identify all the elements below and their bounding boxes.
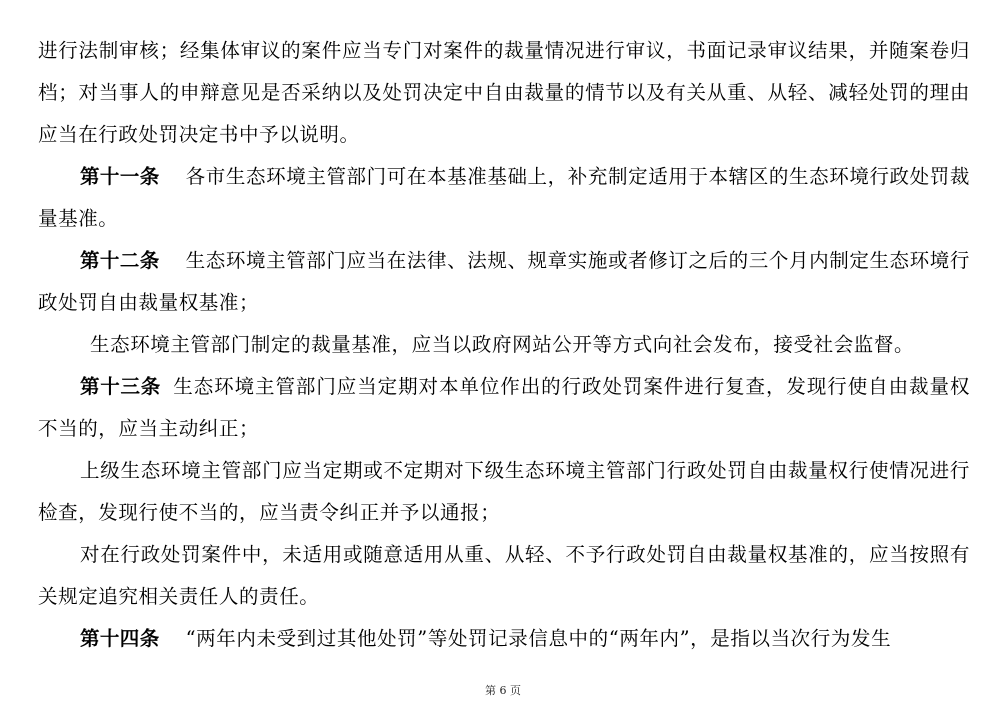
paragraph-text: 上级生态环境主管部门应当定期或不定期对下级生态环境主管部门行政处罚自由裁量权行使情况进行检查，发现行使不当的，应当责令纠正并予以通报； — [38, 459, 970, 524]
article-number: 第十一条 — [80, 165, 160, 188]
article-number: 第十二条 — [80, 249, 160, 272]
paragraph-text: 生态环境主管部门制定的裁量基准，应当以政府网站公开等方式向社会发布，接受社会监督。 — [90, 333, 915, 356]
page-number-footer — [0, 682, 1006, 698]
article-14 — [38, 618, 970, 660]
article-number: 第十四条 — [80, 627, 160, 650]
paragraph-continuation — [38, 30, 970, 156]
article-text: “两年内未受到过其他处罚”等处罚记录信息中的“两年内”，是指以当次行为发生 — [185, 627, 892, 650]
paragraph-text: 对在行政处罚案件中，未适用或随意适用从重、从轻、不予行政处罚自由裁量权基准的，应当按照有关规定追究相关责任人的责任。 — [38, 543, 970, 608]
article-11 — [38, 156, 970, 240]
article-13 — [38, 366, 970, 450]
paragraph-text: 进行法制审核；经集体审议的案件应当专门对案件的裁量情况进行审议，书面记录审议结果，并随案卷归档；对当事人的申辩意见是否采纳以及处罚决定中自由裁量的情节以及有关从重、从轻、减轻处罚的理由应当在行政处罚决定书中予以说明。 — [38, 39, 970, 146]
article-text: 各市生态环境主管部门可在本基准基础上，补充制定适用于本辖区的生态环境行政处罚裁量基准。 — [38, 165, 970, 230]
article-13-clause-2 — [38, 450, 970, 534]
article-number: 第十三条 — [80, 375, 161, 398]
page-number: 第 6 页 — [485, 684, 521, 697]
article-12-clause-2 — [38, 324, 970, 366]
article-text: 生态环境主管部门应当在法律、法规、规章实施或者修订之后的三个月内制定生态环境行政处罚自由裁量权基准； — [38, 249, 970, 314]
article-13-clause-3 — [38, 534, 970, 618]
article-text: 生态环境主管部门应当定期对本单位作出的行政处罚案件进行复查，发现行使自由裁量权不当的，应当主动纠正； — [38, 375, 970, 440]
document-body — [38, 30, 970, 660]
article-12 — [38, 240, 970, 324]
